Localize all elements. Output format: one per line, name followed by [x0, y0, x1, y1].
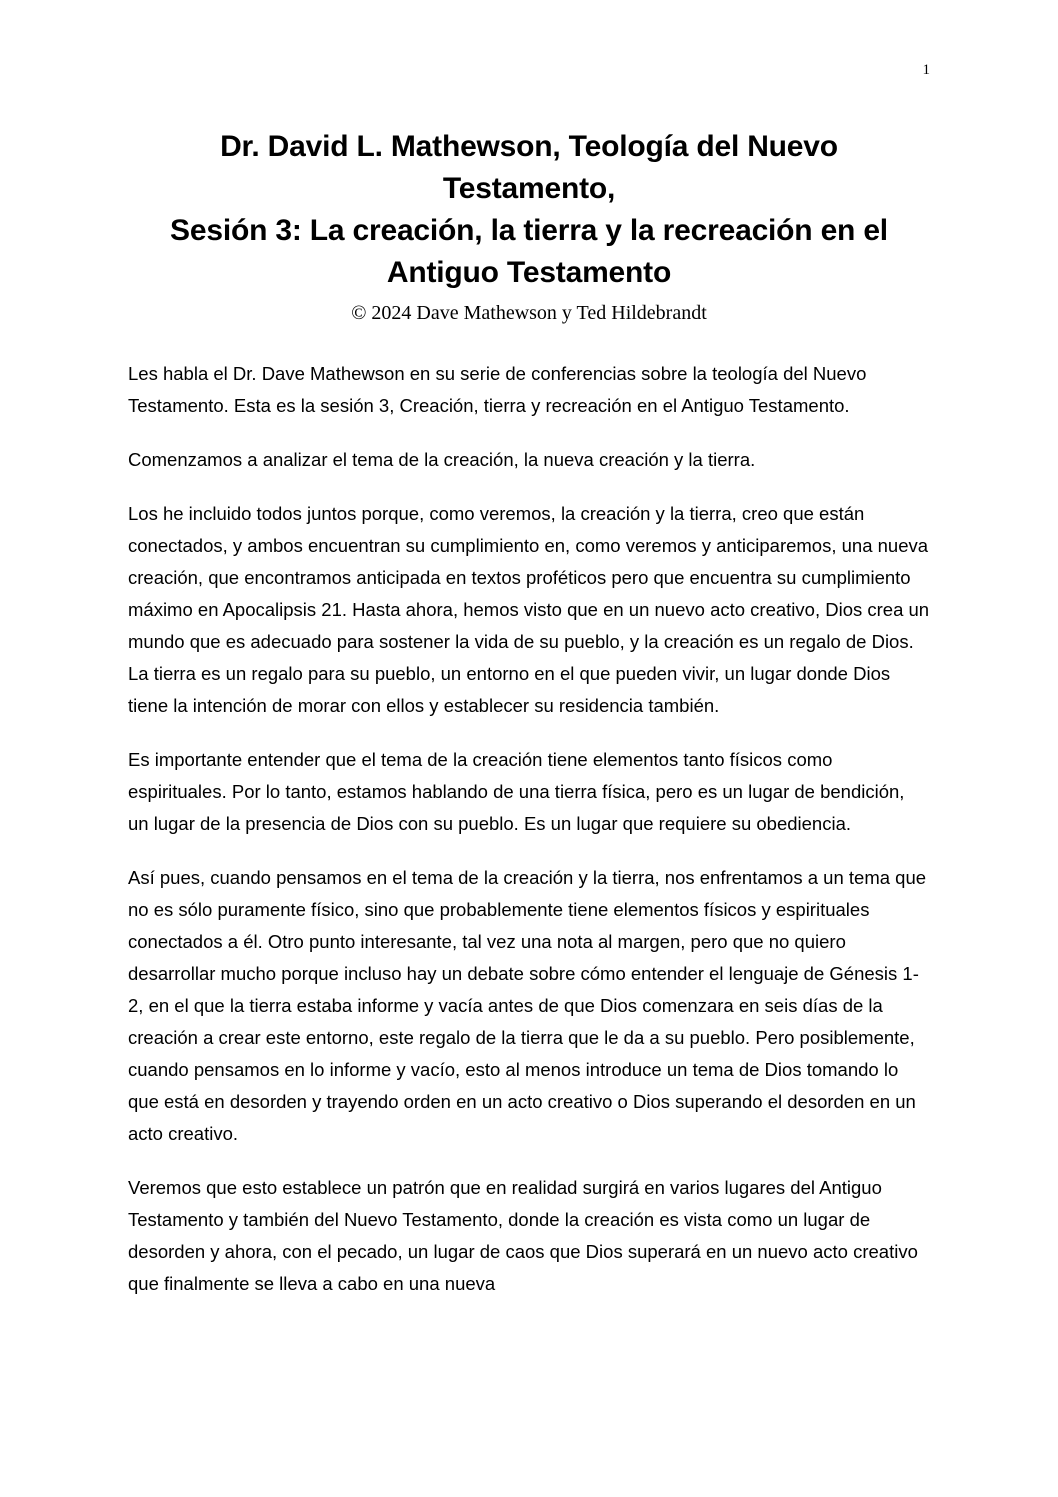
page-number: 1 — [922, 62, 930, 78]
paragraph: Les habla el Dr. Dave Mathewson en su serie de conferencias sobre la teología del Nuevo Testamento. Esta es la sesión 3, Creación, tierra y recreación en el Antiguo Testamento. — [128, 363, 867, 416]
title-line-4: Antiguo Testamento — [386, 256, 672, 289]
document-title-block — [128, 126, 930, 328]
document-body — [128, 358, 930, 1300]
copyright-line: © 2024 Dave Mathewson y Ted Hildebrandt — [351, 302, 707, 324]
paragraph: Comenzamos a analizar el tema de la creación, la nueva creación y la tierra. — [128, 449, 756, 470]
paragraph: Así pues, cuando pensamos en el tema de la creación y la tierra, nos enfrentamos a un tema que no es sólo puramente físico, sino que probablemente tiene elementos físicos y espirituales conectados a él. Otro punto interesante, tal vez una nota al margen, pero que no quiero desarrollar mucho porque incluso hay un debate sobre cómo entender el lenguaje de Génesis 1-2, en el que la tierra estaba informe y vacía antes de que Dios comenzara en seis días de la creación a crear este entorno, este regalo de la tierra que le da a su pueblo. Pero posiblemente, cuando pensamos en lo informe y vacío, esto al menos introduce un tema de Dios tomando lo que está en desorden y trayendo orden en un acto creativo o Dios superando el desorden en un acto creativo. — [128, 867, 927, 1144]
paragraph: Es importante entender que el tema de la creación tiene elementos tanto físicos como espirituales. Por lo tanto, estamos hablando de una tierra física, pero es un lugar de bendición, un lugar de la presencia de Dios con su pueblo. Es un lugar que requiere su obediencia. — [128, 749, 905, 834]
title-line-1: Dr. David L. Mathewson, Teología del Nuevo — [220, 130, 838, 163]
title-line-2: Testamento, — [442, 172, 616, 205]
paragraph: Veremos que esto establece un patrón que en realidad surgirá en varios lugares del Antiguo Testamento y también del Nuevo Testamento, donde la creación es vista como un lugar de desorden y ahora, con el pecado, un lugar de caos que Dios superará en un nuevo acto creativo que finalmente se lleva a cabo en una nueva — [128, 1177, 918, 1294]
paragraph: Los he incluido todos juntos porque, como veremos, la creación y la tierra, creo que están conectados, y ambos encuentran su cumplimiento en, como veremos y anticiparemos, una nueva creación, que encontramos anticipada en textos proféticos pero que encuentra su cumplimiento máximo en Apocalipsis 21. Hasta ahora, hemos visto que en un nuevo acto creativo, Dios crea un mundo que es adecuado para sostener la vida de su pueblo, y la creación es un regalo de Dios. La tierra es un regalo para su pueblo, un entorno en el que pueden vivir, un lugar donde Dios tiene la intención de morar con ellos y establecer su residencia también. — [128, 503, 930, 716]
title-line-3: Sesión 3: La creación, la tierra y la recreación en el — [170, 214, 888, 247]
